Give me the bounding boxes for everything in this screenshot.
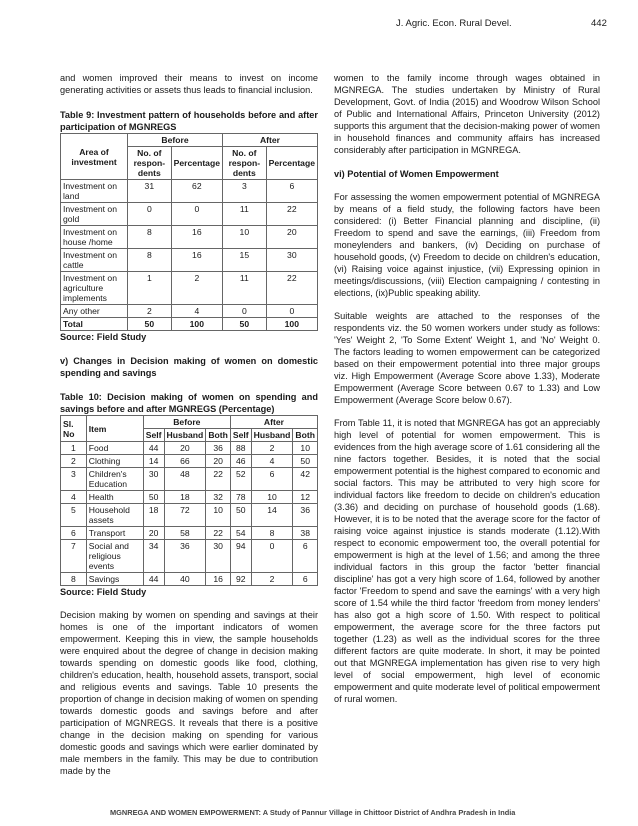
table9-cell-value: 8 [128, 226, 172, 249]
decision-paragraph: Decision making by women on spending and savings at their homes is one of the important indicators of women empowerment. Keeping this in view, the sample households were enquired about the degree of change in decision making towards spending on domestic goods like food, clothing, children's education, health, household assets, transport, social and religious events and savings. Table 10 presents the proportion of change in decision making of women on spending towards domestic goods and savings before and after participation of MGNREGS. It reveals that there is a positive change in the decision making on spending for various domestic goods and savings which were earlier dominated by male members in the family. This may be due to contribution made by the [60, 610, 318, 776]
table10-cell-value: 32 [206, 491, 231, 504]
table9-no-before: No. of respon-dents [128, 147, 172, 180]
table10-row [61, 491, 318, 504]
table10-cell-value: 18 [143, 504, 164, 527]
table9-cell-area: Investment on land [61, 180, 128, 203]
table10-cell-value: 10 [206, 504, 231, 527]
table10-cell-value: 22 [206, 527, 231, 540]
table10-caption: Table 10: Decision making of women on spending and savings before and after MGNREGS (Percentage) [60, 392, 318, 414]
table10-row [61, 455, 318, 468]
table10-cell-item: Food [86, 442, 143, 455]
table10 [60, 415, 318, 586]
table10-cell-value: 40 [164, 573, 206, 586]
table9-cell-value: 11 [223, 272, 267, 305]
table10-cell-value: 36 [293, 504, 318, 527]
table9-cell-value: 3 [223, 180, 267, 203]
table9-cell-value: 0 [171, 203, 222, 226]
table9-cell-area: Total [61, 318, 128, 331]
table10-cell-value: 10 [293, 442, 318, 455]
table10-cell-value: 38 [293, 527, 318, 540]
table9-cell-value: 31 [128, 180, 172, 203]
table9-cell-area: Investment on gold [61, 203, 128, 226]
table9-cell-value: 6 [266, 180, 317, 203]
section-vi-heading: vi) Potential of Women Empowerment [334, 169, 499, 179]
right-paragraph-2: For assessing the women empowerment potential of MGNREGA by means of a field study, the following factors have been considered: (i) Better Financial planning and discipline, (ii) Freedom to spend and save the earnings, (iii) Freedom from moneylenders and bankers, (iv) Deciding on purchase of household goods, (v) Freedom to decide on children's education, (vi) Raising voice against injustice, (vii) Expressing opinion in meetings/discussions, (viii) Election campaigning / contesting in elections, (ix)Public speaking ability. [334, 192, 600, 298]
running-footer: MGNREGA AND WOMEN EMPOWERMENT: A Study of Pannur Village in Chittoor District of Andhra Pradesh in India [110, 808, 516, 817]
journal-name: J. Agric. Econ. Rural Devel. [396, 18, 512, 29]
table9-cell-value: 22 [266, 203, 317, 226]
table10-cell-value: 52 [230, 468, 251, 491]
table10-cell-value: 30 [143, 468, 164, 491]
table10-cell-value: 44 [143, 573, 164, 586]
right-column [334, 72, 600, 705]
table9-cell-area: Investment on agriculture implements [61, 272, 128, 305]
table10-cell-value: 10 [251, 491, 293, 504]
table9-row [61, 226, 318, 249]
table10-cell-value: 2 [251, 573, 293, 586]
table10-after: After [230, 416, 317, 429]
table9-cell-value: 16 [171, 226, 222, 249]
table10-cell-value: 92 [230, 573, 251, 586]
table9-pct-after: Percentage [266, 147, 317, 180]
table10-cell-value: 6 [293, 540, 318, 573]
table9-cell-area: Investment on house /home [61, 226, 128, 249]
table9-row [61, 203, 318, 226]
table10-cell-value: 46 [230, 455, 251, 468]
table9-caption: Table 9: Investment pattern of households before and after participation of MGNREGS [60, 110, 318, 132]
table9-pct-before: Percentage [171, 147, 222, 180]
table9-cell-value: 15 [223, 249, 267, 272]
table9-cell-value: 0 [128, 203, 172, 226]
right-paragraph-4: From Table 11, it is noted that MGNREGA has got an appreciably high level of potential for women empowerment. This is evidences from the high average score of 1.61 considering all the nine factors together. Besides, it is noted that the social empowerment potential is the highest compared to economic and social factors. This may be attributed to very high score for individual factors like freedom to decide on children's education (3.36) and deciding on purchase of household goods (1.68). However, it is to be noted that the average score for the factor of raising voice against injustice is stands moderate (1.12).With respect to economic empowerment too, the overall potential for empowerment is high at the level of 1.56; and among the three individual factors in this group the factor 'better financial discipline' has got a very high score of 1.64, followed by another factor 'Freedom to spend and save the earnings' with a very high score of 1.54 while the third factor 'freedom from money lenders' has also got a high score of 1.50. With respect to political empowerment, the average score for the three factors put together (1.23) as well as the individual scores for the three different factors are quite moderate. In short, it may be pointed out that MGNREGA implementation has given rise to very high level of social empowerment, high level of economic empowerment and quite moderate level of political empowerment of rural women. [334, 418, 600, 704]
table9-cell-value: 8 [128, 249, 172, 272]
table10-cell-value: 66 [164, 455, 206, 468]
table10-self-before: Self [143, 429, 164, 442]
table10-cell-value: 0 [251, 540, 293, 573]
table10-cell-value: 6 [293, 573, 318, 586]
table10-cell-value: 54 [230, 527, 251, 540]
table9-cell-value: 4 [171, 305, 222, 318]
table9-cell-value: 50 [128, 318, 172, 331]
table10-cell-item: Social and religious events [86, 540, 143, 573]
table10-row [61, 527, 318, 540]
table10-cell-value: 18 [164, 491, 206, 504]
table9-cell-area: Investment on cattle [61, 249, 128, 272]
table10-cell-value: 34 [143, 540, 164, 573]
table10-cell-value: 50 [143, 491, 164, 504]
right-paragraph-3: Suitable weights are attached to the responses of the respondents viz. the 50 women workers under study as follows: 'Yes' Weight 2, 'To Some Extent' Weight 1, and 'No' Weight 0. The factors leading to women empowerment can be categorized based on their empowerment potential into three major groups viz. High Empowerment (Average Score above 1.33), Moderate Empowerment (Average Score between 0.67 to 1.33) and Low Empowerment (Average Score below 0.67). [334, 311, 600, 405]
table10-row [61, 468, 318, 491]
table9-cell-value: 2 [171, 272, 222, 305]
table10-row [61, 573, 318, 586]
table10-cell-value: 36 [206, 442, 231, 455]
table10-cell-item: Health [86, 491, 143, 504]
table9-row [61, 272, 318, 305]
table10-self-after: Self [230, 429, 251, 442]
table10-cell-value: 44 [143, 442, 164, 455]
table10-sl: Sl. No [61, 416, 87, 442]
table10-item: Item [86, 416, 143, 442]
table10-cell-value: 48 [164, 468, 206, 491]
table10-cell-value: 12 [293, 491, 318, 504]
table9-row [61, 318, 318, 331]
table10-cell-value: 88 [230, 442, 251, 455]
left-column [60, 72, 318, 777]
table10-both-after: Both [293, 429, 318, 442]
table10-husband-before: Husband [164, 429, 206, 442]
table10-cell-sl: 6 [61, 527, 87, 540]
table10-cell-value: 78 [230, 491, 251, 504]
table10-cell-item: Household assets [86, 504, 143, 527]
table9-cell-value: 2 [128, 305, 172, 318]
table10-cell-value: 8 [251, 527, 293, 540]
table10-cell-value: 50 [293, 455, 318, 468]
table9-before: Before [128, 134, 223, 147]
table9-cell-value: 1 [128, 272, 172, 305]
table10-row [61, 442, 318, 455]
table9-cell-value: 20 [266, 226, 317, 249]
table10-cell-value: 20 [143, 527, 164, 540]
table10-cell-value: 14 [143, 455, 164, 468]
table10-cell-sl: 8 [61, 573, 87, 586]
table9-row [61, 180, 318, 203]
table9-col-area: Area of investment [61, 134, 128, 180]
table10-cell-item: Clothing [86, 455, 143, 468]
table10-cell-sl: 3 [61, 468, 87, 491]
table10-cell-item: Transport [86, 527, 143, 540]
table10-cell-sl: 1 [61, 442, 87, 455]
table10-cell-sl: 7 [61, 540, 87, 573]
table10-before: Before [143, 416, 230, 429]
table10-cell-value: 6 [251, 468, 293, 491]
table10-cell-value: 72 [164, 504, 206, 527]
table10-cell-value: 16 [206, 573, 231, 586]
table10-cell-sl: 4 [61, 491, 87, 504]
table10-cell-value: 2 [251, 442, 293, 455]
table10-cell-value: 4 [251, 455, 293, 468]
table10-cell-value: 94 [230, 540, 251, 573]
table10-cell-value: 20 [206, 455, 231, 468]
table10-cell-value: 58 [164, 527, 206, 540]
table9-after: After [223, 134, 318, 147]
section-v-heading: v) Changes in Decision making of women on domestic spending and savings [60, 356, 318, 378]
table9-row [61, 305, 318, 318]
table10-source: Source: Field Study [60, 587, 147, 597]
table10-husband-after: Husband [251, 429, 293, 442]
table9-cell-value: 0 [266, 305, 317, 318]
table10-cell-value: 42 [293, 468, 318, 491]
table9-cell-value: 100 [171, 318, 222, 331]
table10-row [61, 540, 318, 573]
table9-cell-value: 10 [223, 226, 267, 249]
right-paragraph-1: women to the family income through wages obtained in MGNREGA. The studies undertaken by Ministry of Rural Development, Govt. of India (2015) and Woodrow Wilson School of Public and International Affairs, Princeton University (2012) supports this argument that the decision-making power of women in household finances and community affairs has increased considerably after participation in MGNREGA. [334, 73, 600, 155]
table10-cell-value: 22 [206, 468, 231, 491]
table10-row [61, 504, 318, 527]
table9-no-after: No. of respon-dents [223, 147, 267, 180]
page-number: 442 [591, 18, 607, 29]
table10-cell-value: 20 [164, 442, 206, 455]
table9-row [61, 249, 318, 272]
table10-cell-sl: 2 [61, 455, 87, 468]
table9-cell-value: 0 [223, 305, 267, 318]
table9-source: Source: Field Study [60, 332, 147, 342]
table10-cell-value: 36 [164, 540, 206, 573]
table9-cell-value: 30 [266, 249, 317, 272]
table9-cell-value: 50 [223, 318, 267, 331]
table9-cell-value: 11 [223, 203, 267, 226]
table10-cell-value: 14 [251, 504, 293, 527]
table10-cell-value: 30 [206, 540, 231, 573]
table9-cell-value: 100 [266, 318, 317, 331]
table10-cell-item: Children's Education [86, 468, 143, 491]
table9-cell-value: 16 [171, 249, 222, 272]
table10-cell-item: Savings [86, 573, 143, 586]
table9-cell-area: Any other [61, 305, 128, 318]
table10-both-before: Both [206, 429, 231, 442]
table9 [60, 133, 318, 331]
table10-cell-sl: 5 [61, 504, 87, 527]
table9-cell-value: 62 [171, 180, 222, 203]
table9-cell-value: 22 [266, 272, 317, 305]
table10-cell-value: 50 [230, 504, 251, 527]
intro-paragraph: and women improved their means to invest on income generating activities or assets thus leads to financial inclusion. [60, 73, 318, 95]
